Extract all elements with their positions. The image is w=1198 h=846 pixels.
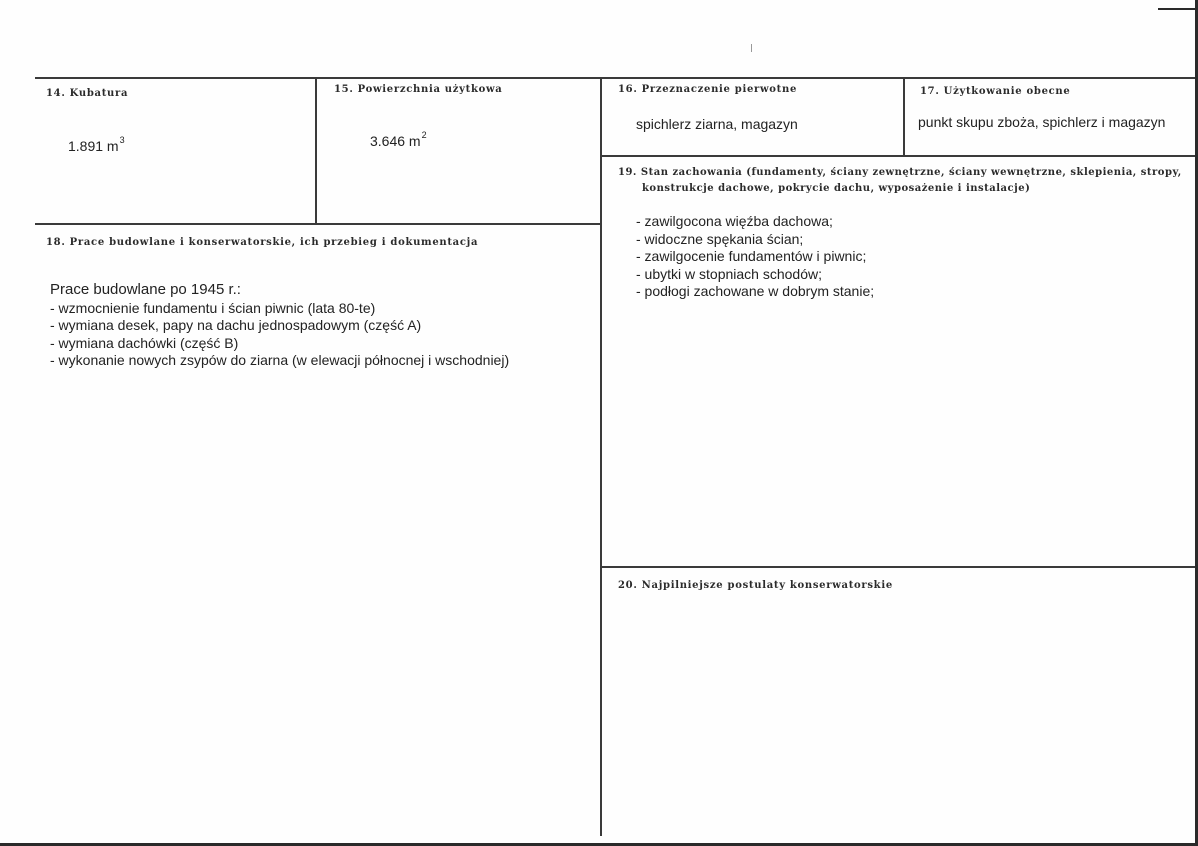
corner-mark bbox=[1158, 8, 1198, 10]
field-19-label-line2: konstrukcje dachowe, pokrycie dachu, wyposażenie i instalacje) bbox=[642, 183, 1031, 194]
rule-above-20 bbox=[601, 566, 1198, 568]
field-18-label: 18. Prace budowlane i konserwatorskie, ich przebieg i dokumentacja bbox=[46, 237, 479, 248]
list-item: - wymiana desek, papy na dachu jednospadowym (część A) bbox=[50, 317, 422, 333]
field-17-label: 17. Użytkowanie obecne bbox=[920, 86, 1071, 97]
rule-under-14-15 bbox=[35, 223, 602, 225]
list-item: - widoczne spękania ścian; bbox=[636, 230, 804, 247]
list-item: - zawilgocona więźba dachowa; bbox=[636, 213, 833, 229]
list-item: - ubytki w stopniach schodów; bbox=[636, 265, 822, 282]
field-14-number: 1.891 m bbox=[68, 138, 119, 154]
field-19-label-line1: 19. Stan zachowania (fundamenty, ściany zewnętrzne, ściany wewnętrzne, sklepienia, stropy, bbox=[618, 167, 1182, 178]
field-16-value: spichlerz ziarna, magazyn bbox=[636, 116, 798, 132]
center-divider bbox=[600, 77, 602, 836]
field-15-exponent: 2 bbox=[421, 130, 427, 140]
field-14-value bbox=[68, 135, 125, 154]
fold-tick bbox=[751, 44, 752, 52]
list-item: - wymiana dachówki (część B) bbox=[50, 334, 239, 351]
list-item: - zawilgocenie fundamentów i piwnic; bbox=[636, 248, 867, 264]
field-15-label: 15. Powierzchnia użytkowa bbox=[334, 84, 503, 95]
field-14-label: 14. Kubatura bbox=[46, 88, 129, 99]
field-19-list bbox=[636, 213, 874, 301]
list-item: - wzmocnienie fundamentu i ścian piwnic (lata 80-te) bbox=[50, 299, 376, 316]
field-18-list bbox=[50, 281, 509, 370]
field-19-label bbox=[618, 165, 1182, 197]
field-15-number: 3.646 m bbox=[370, 133, 421, 149]
field-16-label: 16. Przeznaczenie pierwotne bbox=[618, 84, 798, 95]
field-20-label: 20. Najpilniejsze postulaty konserwatorskie bbox=[618, 580, 893, 591]
list-item: - wykonanie nowych zsypów do ziarna (w elewacji północnej i wschodniej) bbox=[50, 352, 510, 368]
top-rule bbox=[35, 77, 1198, 79]
divider-16-17 bbox=[903, 77, 905, 156]
divider-14-15 bbox=[315, 77, 317, 225]
list-item: - podłogi zachowane w dobrym stanie; bbox=[636, 283, 875, 299]
field-17-value: punkt skupu zboża, spichlerz i magazyn bbox=[918, 114, 1166, 130]
field-15-value bbox=[370, 130, 427, 149]
list-item: Prace budowlane po 1945 r.: bbox=[50, 281, 241, 298]
rule-under-16-17 bbox=[601, 155, 1198, 157]
field-14-exponent: 3 bbox=[119, 135, 125, 145]
